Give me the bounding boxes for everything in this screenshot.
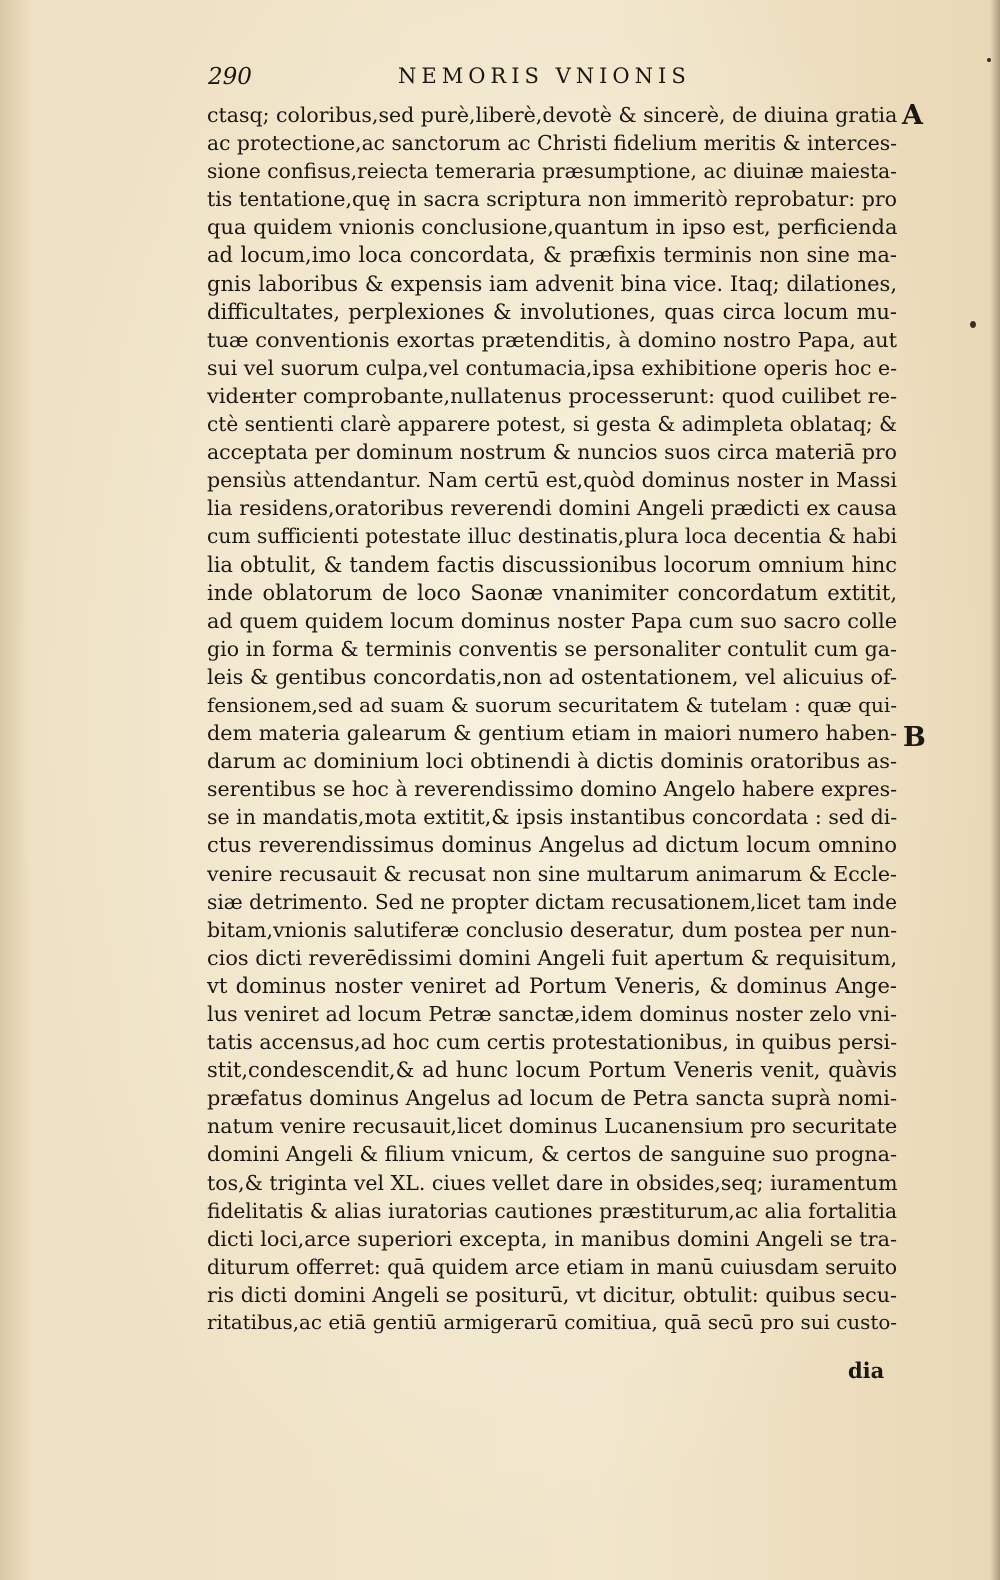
text-line: sione confisus,reiecta temeraria præsumptione, ac diuinæ maiesta- xyxy=(207,159,897,184)
text-line: lia obtulit, & tandem factis discussionibus locorum omnium hinc xyxy=(207,552,897,577)
text-line: tos,& triginta vel XL. ciues vellet dare in obsides,seq; iuramentum xyxy=(207,1170,898,1195)
text-line: tis tentatione,quę in sacra scriptura non immeritò reprobatur: pro xyxy=(207,187,897,212)
margin-letter-b: B xyxy=(903,722,926,753)
page-header xyxy=(208,64,728,96)
text-line: gio in forma & terminis conventis se personaliter contulit cum ga- xyxy=(207,636,897,661)
text-line: sui vel suorum culpa,vel contumacia,ipsa exhibitione operis hoc e- xyxy=(207,355,898,380)
margin-letter-a: A xyxy=(902,100,923,131)
text-line: ctasq; coloribus,sed purè,liberè,devotè & sincerè, de diuina gratia xyxy=(207,103,898,127)
folio-number: 290 xyxy=(208,64,252,90)
ink-speck xyxy=(970,321,976,328)
text-line: cios dicti reverēdissimi domini Angeli fuit apertum & requisitum, xyxy=(207,945,898,970)
catchword: dia xyxy=(848,1358,885,1383)
text-line: siæ detrimento. Sed ne propter dictam recusationem,licet tam inde xyxy=(207,889,897,914)
text-line: lia residens,oratoribus reverendi domini Angeli prædicti ex causa xyxy=(207,496,897,521)
text-line: gnis laboribus & expensis iam advenit bina vice. Itaq; dilationes, xyxy=(207,271,897,296)
text-line: ctè sentienti clarè apparere potest, si gesta & adimpleta oblataq; & xyxy=(207,412,897,437)
text-line: venire recusauit & recusat non sine multarum animarum & Eccle- xyxy=(207,861,897,886)
text-line: leis & gentibus concordatis,non ad ostentationem, vel alicuius of- xyxy=(207,664,897,689)
text-line: natum venire recusauit,licet dominus Lucanensium pro securitate xyxy=(207,1114,898,1139)
text-line: vidенter comprobante,nullatenus processerunt: quod cuilibet re- xyxy=(207,383,898,408)
text-line: ac protectione,ac sanctorum ac Christi fidelium meritis & interces- xyxy=(207,131,897,156)
text-line: ris dicti domini Angeli se positurū, vt dicitur, obtulit: quibus secu- xyxy=(207,1282,897,1307)
text-line: inde oblatorum de loco Saonæ vnanimiter concordatum extitit, xyxy=(207,580,897,605)
text-line: lus veniret ad locum Petræ sanctæ,idem dominus noster zelo vni- xyxy=(207,1002,898,1026)
text-line: stit,condescendit,& ad hunc locum Portum Veneris venit, quàvis xyxy=(207,1058,897,1083)
text-line: difficultates, perplexiones & involutiones, quas circa locum mu- xyxy=(207,299,897,324)
text-line: vt dominus noster veniret ad Portum Veneris, & dominus Ange- xyxy=(207,973,897,998)
text-line: præfatus dominus Angelus ad locum de Petra sancta suprà nomi- xyxy=(207,1086,898,1111)
text-line: domini Angeli & filium vnicum, & certos de sanguine suo progna- xyxy=(207,1142,897,1167)
text-line: darum ac dominium loci obtinendi à dictis dominis oratoribus as- xyxy=(207,749,898,774)
text-line: ad quem quidem locum dominus noster Papa cum suo sacro colle xyxy=(207,608,898,633)
text-line: cum sufficienti potestate illuc destinatis,plura loca decentia & habi xyxy=(207,524,897,549)
main-text-block xyxy=(207,101,897,1337)
text-line: bitam,vnionis salutiferæ conclusio deseratur, dum postea per nun- xyxy=(207,917,897,942)
text-line: diturum offerret: quā quidem arce etiam in manū cuiusdam seruito xyxy=(207,1254,897,1279)
text-line: fensionem,sed ad suam & suorum securitatem & tutelam : quæ qui- xyxy=(207,692,897,717)
text-line: ctus reverendissimus dominus Angelus ad dictum locum omnino xyxy=(207,833,897,858)
text-line: ad locum,imo loca concordata, & præfixis terminis non sine ma- xyxy=(207,243,897,268)
ink-speck xyxy=(987,58,991,62)
text-line: se in mandatis,mota extitit,& ipsis instantibus concordata : sed di- xyxy=(207,805,898,830)
text-line: tatis accensus,ad hoc cum certis protestationibus, in quibus persi- xyxy=(207,1030,897,1055)
text-line: pensiùs attendantur. Nam certū est,quòd dominus noster in Massi xyxy=(207,468,897,493)
text-line: dicti loci,arce superiori excepta, in manibus domini Angeli se tra- xyxy=(207,1226,897,1251)
text-line: fidelitatis & alias iuratorias cautiones præstiturum,ac alia fortalitia xyxy=(207,1198,897,1223)
text-line: tuæ conventionis exortas prætenditis, à domino nostro Papa, aut xyxy=(207,327,898,352)
text-line: acceptata per dominum nostrum & nuncios suos circa materiā pro xyxy=(207,440,897,465)
running-head: NEMORIS VNIONIS xyxy=(398,64,691,88)
text-line: serentibus se hoc à reverendissimo domino Angelo habere expres- xyxy=(207,777,897,802)
text-line: ritatibus,ac etiā gentiū armigerarū comitiua, quā secū pro sui custo- xyxy=(207,1311,897,1335)
page-gutter-shadow xyxy=(990,0,1000,1580)
text-line: qua quidem vnionis conclusione,quantum in ipso est, perficienda xyxy=(207,215,898,240)
text-line: dem materia galearum & gentium etiam in maiori numero haben- xyxy=(207,721,897,746)
